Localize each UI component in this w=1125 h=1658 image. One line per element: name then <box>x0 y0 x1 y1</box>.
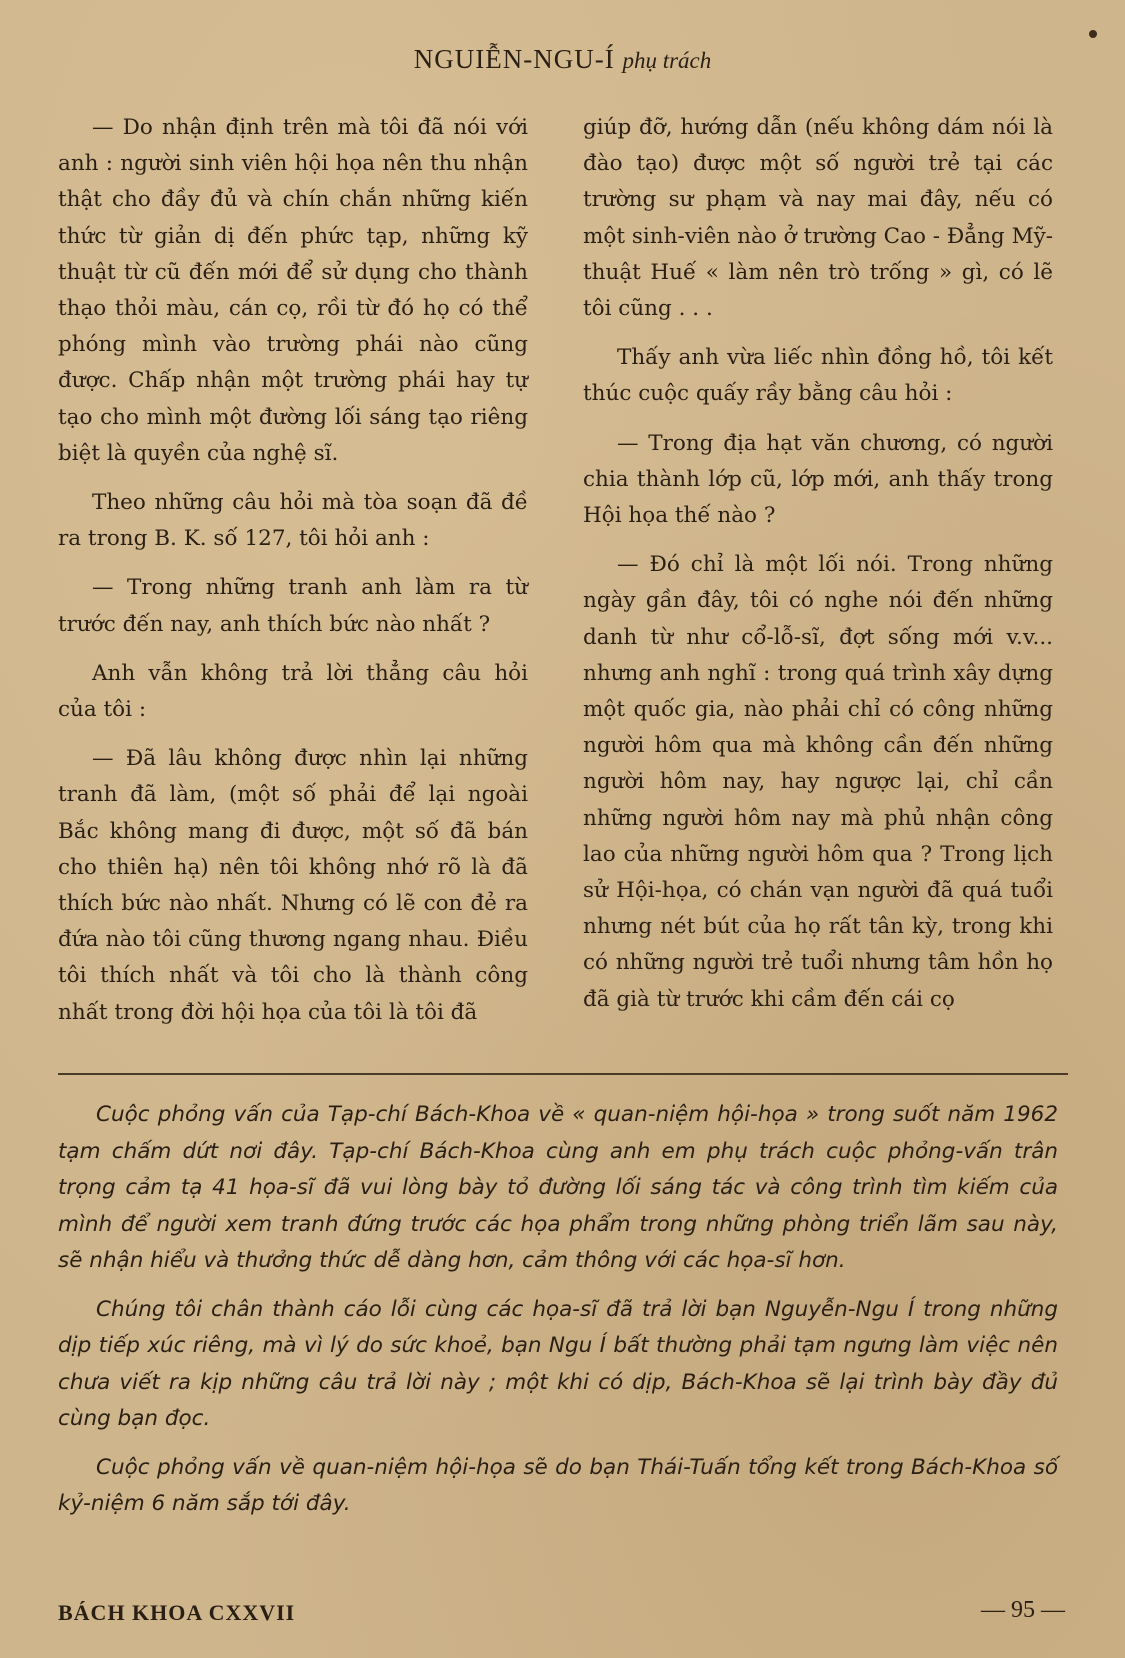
left-column <box>58 110 528 1044</box>
paragraph: giúp đỡ, hướng dẫn (nếu không dám nói là đào tạo) được một số người trẻ tại các trường sư phạm và nay mai đây, nếu có một sinh-viên nào ở trường Cao - Đẳng Mỹ-thuật Huế « làm nên trò trống » gì, có lẽ tôi cũng . . . <box>583 115 1053 322</box>
paragraph: Theo những câu hỏi mà tòa soạn đã đề ra trong B. K. số 127, tôi hỏi anh : <box>58 490 528 552</box>
note-paragraph: Chúng tôi chân thành cáo lỗi cùng các họa-sĩ đã trả lời bạn Nguyễn-Ngu Í trong những dịp tiếp xúc riêng, mà vì lý do sức khoẻ, bạn Ngu Í bất thường phải tạm ngưng làm việc nên chưa viết ra kịp những câu trả lời này ; một khi có dịp, Bách-Khoa sẽ lại trình bày đầy đủ cùng bạn đọc. <box>58 1296 1058 1431</box>
right-column <box>583 110 1053 1031</box>
paragraph: — Đã lâu không được nhìn lại những tranh đã làm, (một số phải để lại ngoài Bắc không mang đi được, một số đã bán cho thiên hạ) nên tôi không nhớ rõ là đã thích bức nào nhất. Nhưng có lẽ con đẻ ra đứa nào tôi cũng thương ngang nhau. Điều tôi thích nhất và tôi cho là thành công nhất trong đời hội họa của tôi là tôi đã <box>58 746 528 1025</box>
note-paragraph: Cuộc phỏng vấn của Tạp-chí Bách-Khoa về « quan-niệm hội-họa » trong suốt năm 1962 tạm chấm dứt nơi đây. Tạp-chí Bách-Khoa cùng anh em phụ trách cuộc phỏng-vấn trân trọng cảm tạ 41 họa-sĩ đã vui lòng bày tỏ đường lối sáng tác và công trình tìm kiếm của mình để người xem tranh đứng trước các họa phẩm trong những phòng triển lãm sau này, sẽ nhận hiểu và thưởng thức dễ dàng hơn, cảm thông với các họa-sĩ hơn. <box>58 1102 1058 1273</box>
paragraph: — Trong những tranh anh làm ra từ trước đến nay, anh thích bức nào nhất ? <box>58 575 528 637</box>
paragraph: Anh vẫn không trả lời thẳng câu hỏi của tôi : <box>58 660 528 723</box>
page-header <box>0 44 1125 75</box>
editorial-note <box>58 1097 1058 1535</box>
paragraph: Thấy anh vừa liếc nhìn đồng hồ, tôi kết thúc cuộc quấy rầy bằng câu hỏi : <box>583 345 1053 407</box>
ink-spot <box>1089 30 1097 38</box>
header-subtitle: phụ trách <box>622 48 712 73</box>
header-title: NGUIỄN-NGU-Í <box>413 44 615 74</box>
paragraph: — Đó chỉ là một lối nói. Trong những ngày gần đây, tôi có nghe nói đến những danh từ như cổ-lỗ-sĩ, đợt sống mới v.v... nhưng anh nghĩ : trong quá trình xây dựng một quốc gia, nào phải chỉ có công những người hôm qua mà không cần đến những người hôm nay, hay ngược lại, chỉ cần những người hôm nay mà phủ nhận công lao của những người hôm qua ? Trong lịch sử Hội-họa, có chán vạn người đã quá tuổi nhưng nét bút của họ rất tân kỳ, trong khi có những người trẻ tuổi nhưng tâm hồn họ đã già từ trước khi cầm đến cái cọ <box>583 552 1053 1012</box>
divider <box>58 1073 1068 1075</box>
paragraph: — Do nhận định trên mà tôi đã nói với anh : người sinh viên hội họa nên thu nhận thật cho đầy đủ và chín chắn những kiến thức từ giản dị đến phức tạp, những kỹ thuật từ cũ đến mới để sử dụng cho thành thạo thỏi màu, cán cọ, rồi từ đó họ có thể phóng mình vào trường phái nào cũng được. Chấp nhận một trường phái hay tự tạo cho mình một đường lối sáng tạo riêng biệt là quyền của nghệ sĩ. <box>58 115 528 466</box>
page-number: — 95 — <box>981 1597 1065 1623</box>
paragraph: — Trong địa hạt văn chương, có người chia thành lớp cũ, lớp mới, anh thấy trong Hội họa thế nào ? <box>583 430 1053 529</box>
footer-issue: BÁCH KHOA CXXVII <box>58 1600 296 1625</box>
note-paragraph: Cuộc phỏng vấn về quan-niệm hội-họa sẽ do bạn Thái-Tuấn tổng kết trong Bách-Khoa số kỷ-niệm 6 năm sắp tới đây. <box>58 1454 1058 1516</box>
